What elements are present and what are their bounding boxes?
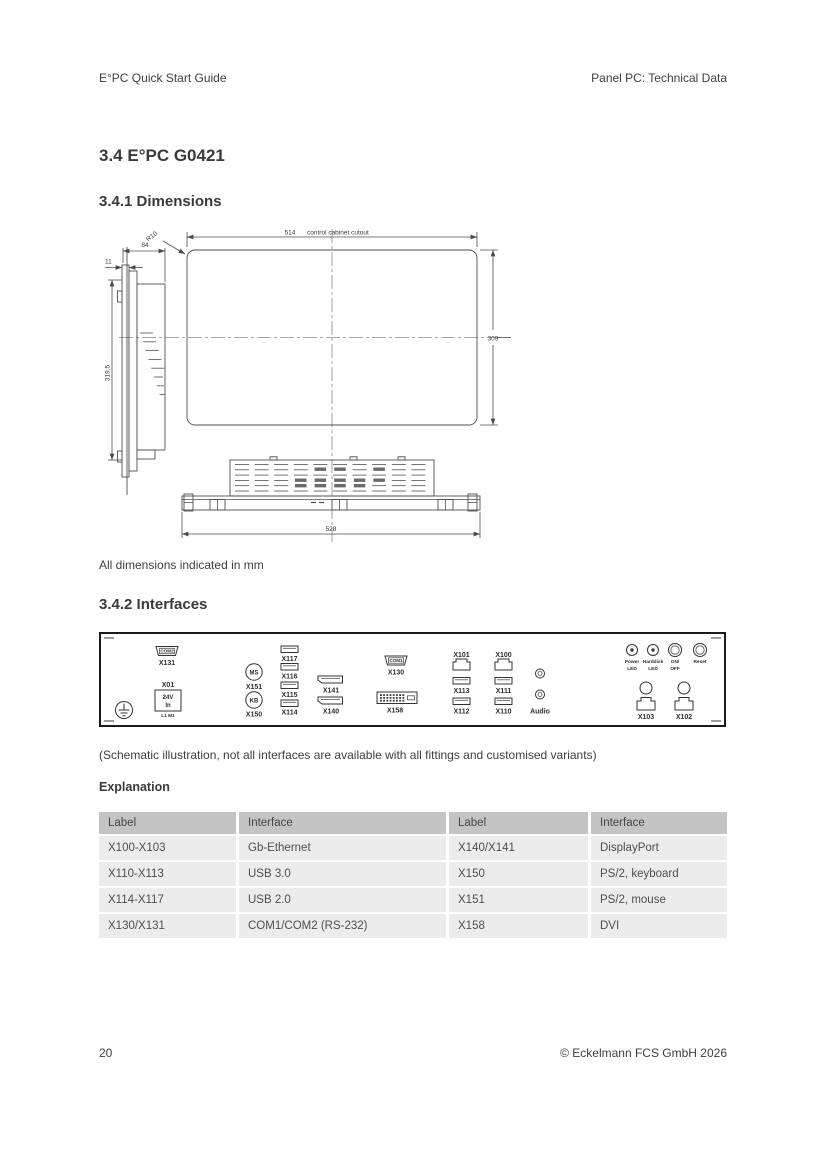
dim-bezel bbox=[105, 259, 143, 268]
dimensions-caption: All dimensions indicated in mm bbox=[99, 558, 264, 572]
table-cell: DVI bbox=[591, 914, 727, 938]
table-header: Label bbox=[449, 812, 588, 834]
svg-text:24V: 24V bbox=[162, 695, 174, 701]
table-cell: COM1/COM2 (RS-232) bbox=[239, 914, 446, 938]
svg-text:X131: X131 bbox=[158, 660, 176, 667]
svg-text:514: 514 bbox=[284, 229, 296, 237]
svg-text:LED: LED bbox=[627, 667, 637, 672]
header-right: Panel PC: Technical Data bbox=[591, 71, 727, 85]
explanation-title: Explanation bbox=[99, 780, 170, 794]
svg-text:X114: X114 bbox=[281, 709, 298, 717]
table-cell: X114-X117 bbox=[99, 888, 236, 912]
svg-text:X01: X01 bbox=[161, 682, 175, 689]
svg-text:X111: X111 bbox=[495, 688, 512, 695]
dim-side-height bbox=[105, 280, 123, 460]
svg-text:Power: Power bbox=[624, 660, 640, 665]
table-cell: X130/X131 bbox=[99, 914, 236, 938]
svg-text:X117: X117 bbox=[281, 656, 298, 663]
svg-text:X158: X158 bbox=[386, 707, 404, 715]
table-header: Label bbox=[99, 812, 236, 834]
interfaces-note: (Schematic illustration, not all interfaces are available with all fittings and customised variants) bbox=[99, 748, 597, 762]
svg-text:X130: X130 bbox=[387, 669, 405, 677]
explanation-table bbox=[99, 812, 727, 938]
copyright: © Eckelmann FCS GmbH 2026 bbox=[560, 1046, 727, 1060]
page-footer bbox=[99, 1046, 727, 1060]
svg-text:R10: R10 bbox=[145, 230, 159, 244]
dim-cutout-height bbox=[480, 250, 511, 425]
table-cell: X140/X141 bbox=[449, 836, 588, 860]
table-cell: X151 bbox=[449, 888, 588, 912]
svg-text:X103: X103 bbox=[637, 714, 655, 721]
svg-text:X140: X140 bbox=[322, 708, 340, 716]
svg-text:528: 528 bbox=[325, 526, 337, 533]
svg-text:X150: X150 bbox=[245, 711, 263, 719]
table-cell: DisplayPort bbox=[591, 836, 727, 860]
svg-text:Reset: Reset bbox=[693, 660, 707, 665]
page-header bbox=[99, 71, 727, 85]
dim-overall-width bbox=[182, 512, 480, 538]
svg-text:X115: X115 bbox=[281, 692, 298, 699]
svg-text:MS: MS bbox=[249, 670, 259, 677]
dimensions-figure bbox=[99, 225, 517, 547]
svg-text:COM1: COM1 bbox=[389, 658, 403, 664]
svg-text:OFF: OFF bbox=[670, 667, 680, 672]
svg-text:X112: X112 bbox=[453, 708, 470, 716]
panel-border bbox=[100, 633, 725, 726]
subsection-interfaces-title: 3.4.2 Interfaces bbox=[99, 596, 208, 613]
svg-text:COM2: COM2 bbox=[160, 648, 174, 654]
svg-text:L1 M1: L1 M1 bbox=[161, 714, 175, 719]
header-left: E°PC Quick Start Guide bbox=[99, 71, 227, 85]
table-header: Interface bbox=[591, 812, 727, 834]
svg-text:X151: X151 bbox=[245, 684, 263, 691]
svg-text:KB: KB bbox=[249, 698, 259, 705]
table-cell: PS/2, keyboard bbox=[591, 862, 727, 886]
svg-text:X102: X102 bbox=[675, 714, 693, 721]
side-view-vents bbox=[140, 333, 165, 395]
svg-text:X116: X116 bbox=[281, 673, 298, 681]
svg-text:ON/: ON/ bbox=[670, 660, 680, 665]
svg-text:Audio: Audio bbox=[530, 708, 550, 716]
mounting-clamps bbox=[210, 500, 453, 511]
svg-text:X113: X113 bbox=[453, 688, 470, 695]
table-header: Interface bbox=[239, 812, 446, 834]
table-cell: Gb-Ethernet bbox=[239, 836, 446, 860]
svg-text:In: In bbox=[165, 703, 171, 709]
svg-text:X141: X141 bbox=[322, 687, 340, 695]
svg-text:319,5: 319,5 bbox=[104, 364, 112, 382]
table-cell: PS/2, mouse bbox=[591, 888, 727, 912]
svg-text:X101: X101 bbox=[453, 652, 470, 659]
table-cell: X158 bbox=[449, 914, 588, 938]
table-cell: X150 bbox=[449, 862, 588, 886]
table-cell: X100-X103 bbox=[99, 836, 236, 860]
section-title: 3.4 E°PC G0421 bbox=[99, 146, 225, 165]
side-view bbox=[118, 247, 166, 495]
svg-text:84: 84 bbox=[141, 242, 149, 249]
svg-text:LED: LED bbox=[648, 667, 658, 672]
bottom-view bbox=[182, 457, 480, 511]
subsection-dimensions-title: 3.4.1 Dimensions bbox=[99, 193, 222, 210]
page-number: 20 bbox=[99, 1046, 113, 1060]
table-cell: USB 2.0 bbox=[239, 888, 446, 912]
svg-text:309: 309 bbox=[487, 335, 499, 343]
table-cell: USB 3.0 bbox=[239, 862, 446, 886]
svg-text:11: 11 bbox=[105, 258, 112, 266]
interfaces-figure bbox=[99, 632, 726, 727]
svg-text:control cabinet cutout: control cabinet cutout bbox=[307, 229, 369, 237]
svg-text:X100: X100 bbox=[495, 652, 512, 659]
svg-text:Harddisk: Harddisk bbox=[642, 660, 664, 665]
svg-text:X110: X110 bbox=[495, 708, 512, 716]
table-cell: X110-X113 bbox=[99, 862, 236, 886]
bottom-view-vents bbox=[235, 465, 425, 492]
